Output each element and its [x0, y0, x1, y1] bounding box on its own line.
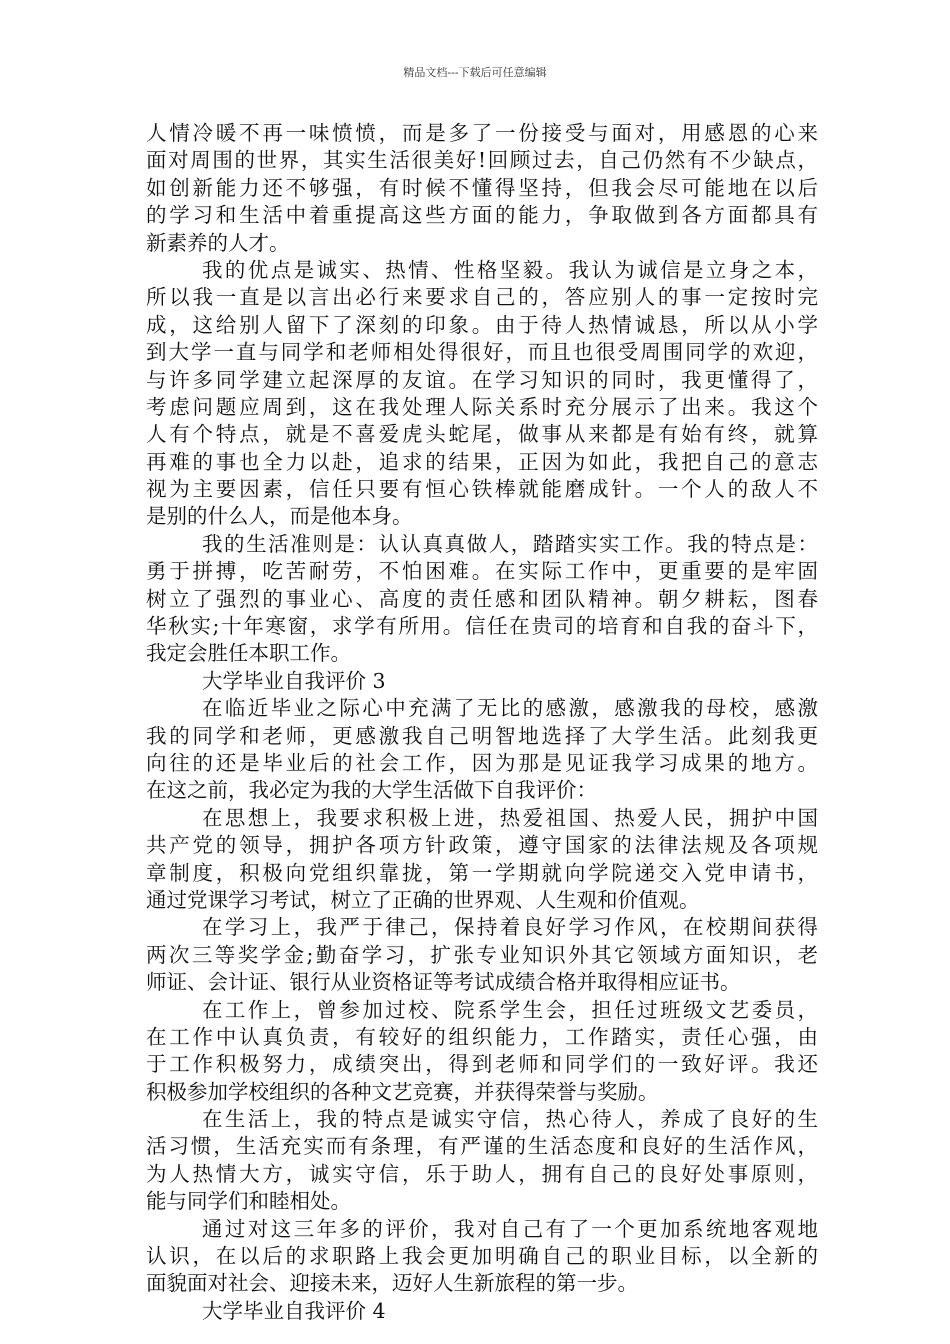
text-line: 树立了强烈的事业心、高度的责任感和团队精神。朝夕耕耘，图春	[146, 586, 818, 611]
text-line: 成，这给别人留下了深刻的印象。由于待人热情诚恳，所以从小学	[146, 312, 818, 337]
text-line: 在临近毕业之际心中充满了无比的感激，感激我的母校，感激	[202, 696, 818, 721]
text-line: 是别的什么人，而是他本身。	[146, 504, 413, 529]
text-line: 面对周围的世界，其实生活很美好!回顾过去，自己仍然有不少缺点，	[146, 148, 818, 173]
text-line: 勇于拼搏，吃苦耐劳，不怕困难。在实际工作中，更重要的是牢固	[146, 559, 818, 584]
text-line: 视为主要因素，信任只要有恒心铁棒就能磨成针。一个人的敌人不	[146, 477, 818, 502]
text-line: 通过对这三年多的评价，我对自己有了一个更加系统地客观地	[202, 1216, 818, 1241]
text-line: 认识，在以后的求职路上我会更加明确自己的职业目标，以全新的	[146, 1244, 818, 1269]
text-line: 考虑问题应周到，这在我处理人际关系时充分展示了出来。我这个	[146, 394, 818, 419]
document-body	[146, 120, 818, 1325]
text-line: 人情冷暖不再一味愤愤，而是多了一份接受与面对，用感恩的心来	[146, 121, 818, 145]
text-line: 在思想上，我要求积极上进，热爱祖国、热爱人民，拥护中国	[202, 805, 818, 830]
text-line: 大学毕业自我评价 3	[202, 668, 386, 693]
text-line: 在学习上，我严于律己，保持着良好学习作风，在校期间获得	[202, 915, 818, 940]
text-line: 我定会胜任本职工作。	[146, 641, 351, 666]
text-line: 积极参加学校组织的各种文艺竞赛，并获得荣誉与奖励。	[146, 1079, 659, 1104]
text-line: 如创新能力还不够强，有时候不懂得坚持，但我会尽可能地在以后	[146, 175, 818, 200]
page-header: 精品文档---下载后可任意编辑	[403, 66, 547, 79]
text-line: 我的生活准则是：认认真真做人，踏踏实实工作。我的特点是：	[202, 531, 818, 556]
text-line: 我的同学和老师，更感激我自己明智地选择了大学生活。此刻我更	[146, 723, 818, 748]
text-line: 在生活上，我的特点是诚实守信，热心待人，养成了良好的生	[202, 1107, 818, 1132]
text-line: 在这之前，我必定为我的大学生活做下自我评价：	[146, 778, 597, 803]
text-line: 我的优点是诚实、热情、性格坚毅。我认为诚信是立身之本，	[202, 257, 818, 282]
text-line: 的学习和生活中着重提高这些方面的能力，争取做到各方面都具有	[146, 203, 818, 228]
text-line: 面貌面对社会、迎接未来，迈好人生新旅程的第一步。	[146, 1271, 638, 1296]
text-line: 到大学一直与同学和老师相处得很好，而且也很受周围同学的欢迎，	[146, 340, 818, 365]
text-line: 共产党的领导，拥护各项方针政策，遵守国家的法律法规及各项规	[146, 833, 818, 858]
text-line: 两次三等奖学金;勤奋学习，扩张专业知识外其它领域方面知识，老	[146, 942, 818, 967]
text-line: 于工作积极努力，成绩突出，得到老师和同学们的一致好评。我还	[146, 1052, 818, 1077]
text-line: 在工作上，曾参加过校、院系学生会，担任过班级文艺委员，	[202, 997, 818, 1022]
text-line: 所以我一直是以言出必行来要求自己的，答应别人的事一定按时完	[146, 285, 818, 310]
text-line: 大学毕业自我评价 4	[202, 1298, 386, 1323]
text-line: 能与同学们和睦相处。	[146, 1189, 351, 1214]
text-line: 通过党课学习考试，树立了正确的世界观、人生观和价值观。	[146, 887, 700, 912]
text-line: 与许多同学建立起深厚的友谊。在学习知识的同时，我更懂得了，	[146, 367, 818, 392]
text-line: 新素养的人才。	[146, 230, 290, 255]
text-line: 人有个特点，就是不喜爱虎头蛇尾，做事从来都是有始有终，就算	[146, 422, 818, 447]
text-line: 在工作中认真负责，有较好的组织能力，工作踏实，责任心强，由	[146, 1024, 818, 1049]
text-line: 为人热情大方，诚实守信，乐于助人，拥有自己的良好处事原则，	[146, 1161, 818, 1186]
text-line: 向往的还是毕业后的社会工作，因为那是见证我学习成果的地方。	[146, 750, 818, 775]
text-line: 华秋实;十年寒窗，求学有所用。信任在贵司的培育和自我的奋斗下，	[146, 614, 818, 639]
text-line: 再难的事也全力以赴，追求的结果，正因为如此，我把自己的意志	[146, 449, 818, 474]
text-line: 师证、会计证、银行从业资格证等考试成绩合格并取得相应证书。	[146, 970, 741, 995]
text-line: 活习惯，生活充实而有条理，有严谨的生活态度和良好的生活作风，	[146, 1134, 818, 1159]
text-line: 章制度，积极向党组织靠拢，第一学期就向学院递交入党申请书，	[146, 860, 818, 885]
